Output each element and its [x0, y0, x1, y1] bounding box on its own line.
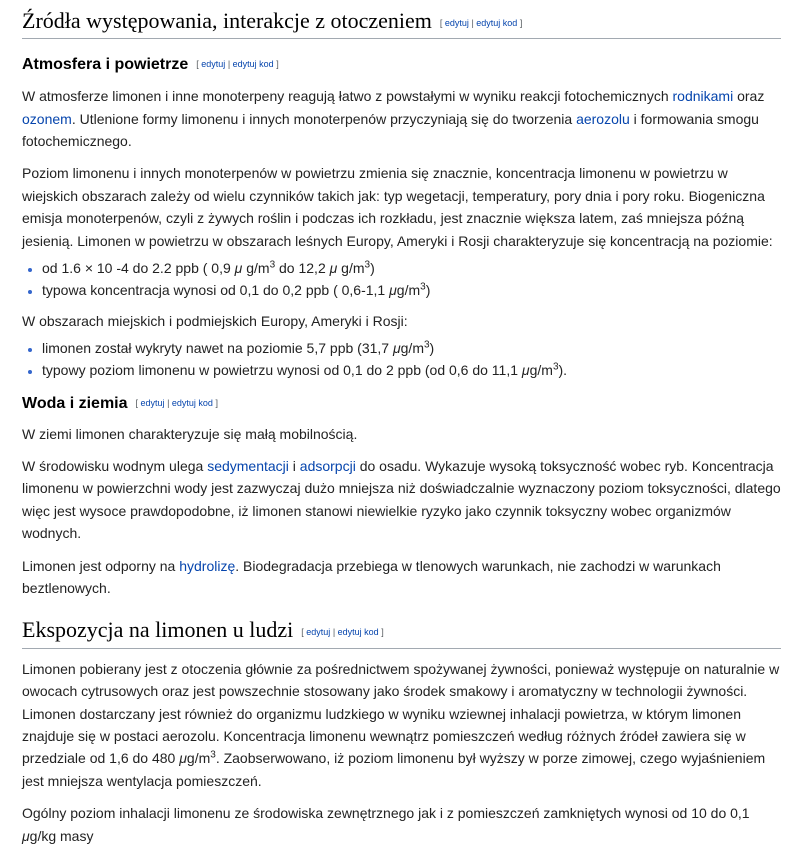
edit-link[interactable]: edytuj: [444, 17, 469, 28]
section-heading-sources: [22, 0, 781, 39]
list-item: • limonen został wykryty nawet na poziomie 5,7 ppb (31,7 $\mu g/m^3$): [42, 337, 781, 359]
subsection-title: Woda i ziemia: [22, 394, 128, 412]
section-edit-links: [ edytuj | edytuj kod ]: [301, 626, 384, 637]
edit-code-link[interactable]: edytuj kod: [337, 626, 379, 637]
edit-link[interactable]: edytuj: [306, 626, 331, 637]
edit-code-link[interactable]: edytuj kod: [232, 59, 274, 70]
section-title: Źródła występowania, interakcje z otoczeniem: [22, 8, 432, 33]
paragraph-exposure-inhalation: Ogólny poziom inhalacji limonenu ze środowiska zewnętrznego jak i z pomieszczeń zamkniętych wynosi od 10 do 0,1 μg/kg masy: [22, 805, 750, 844]
paragraph-soil-mobility: W ziemi limonen charakteryzuje się małą mobilnością.: [22, 425, 358, 442]
list-forest-concentrations: [22, 257, 781, 302]
link-ozonem[interactable]: ozonem: [22, 110, 72, 127]
link-rodnikami[interactable]: rodnikami: [672, 88, 734, 105]
paragraph-water-environment: W środowisku wodnym ulega sedymentacji i adsorpcji do osadu. Wykazuje wysoką toksyczność wobec ryb. Koncentracja limonenu w powierzchni wody jest zazwyczaj dużo mniejsza niż doświadczalnie wyznaczony poziom toksyczności, dlatego więc jest wysoce prawdopodobne, iż limonen stanowi niewielkie ryzyko jako czynnik toksyczny wobec organizmów wodnych.: [22, 458, 781, 542]
list-item: • od 1.6 × 10 -4 do 2.2 ppb ( 0,9 μ $g/m^3$ do 12,2 μ $g/m^3$): [42, 257, 781, 279]
section-heading-exposure: [22, 617, 781, 648]
link-adsorpcji[interactable]: adsorpcji: [299, 458, 356, 475]
list-urban-concentrations: [22, 337, 781, 382]
paragraph-hydrolysis: Limonen jest odporny na hydrolizę. Biodegradacja przebiega w tlenowych warunkach, nie zachodzi w warunkach beztlenowych.: [22, 557, 721, 597]
subsection-edit-links: [ edytuj | edytuj kod ]: [135, 397, 218, 408]
section-edit-links: [ edytuj | edytuj kod ]: [439, 17, 523, 28]
link-sedymentacji[interactable]: sedymentacji: [207, 458, 289, 475]
paragraph-atmosphere-reactions: W atmosferze limonen i inne monoterpeny reagują łatwo z powstałymi w wyniku reakcji fotochemicznych rodnikami oraz ozonem. Utlenione formy limonenu i innych monoterpenów przyczyniają się do tworzenia aerozolu i formowania smogu fotochemicznego.: [22, 88, 765, 149]
subsection-title: Atmosfera i powietrze: [22, 56, 189, 74]
subsection-edit-links: [ edytuj | edytuj kod ]: [196, 59, 279, 70]
link-aerozolu[interactable]: aerozolu: [576, 110, 630, 127]
paragraph-urban-areas: W obszarach miejskich i podmiejskich Europy, Ameryki i Rosji:: [22, 312, 408, 329]
edit-link[interactable]: edytuj: [201, 59, 226, 70]
link-hydrolize[interactable]: hydrolizę: [179, 557, 236, 574]
list-item: • typowy poziom limonenu w powietrzu wynosi od 0,1 do 2 ppb (od 0,6 do 11,1 $\mu g/m^3$).: [42, 359, 781, 381]
subsection-heading-atmosphere: [22, 55, 781, 76]
paragraph-exposure-food: Limonen pobierany jest z otoczenia głównie za pośrednictwem spożywanej żywności, ponieważ występuje on naturalnie w owocach cytrusowych oraz jest powszechnie stosowany jako środek smakowy i aromatyczny w technologii żywności. Limonen dostarczany jest również do organizmu ludzkiego w wyniku wziewnej inhalacji powietrza, w którym limonen znajduje się w postaci aerozolu. Koncentracja limonenu wewnątrz pomieszczeń według różnych źródeł zawiera się w przedziale od 1,6 do 480 $\mu g/m^3$. Zaobserwowano, iż poziom limonenu był wyższy w porze zimowej, czego wyjaśnieniem jest mniejsza wentylacja pomieszczeń.: [22, 660, 780, 789]
subsection-heading-water-soil: [22, 394, 781, 415]
paragraph-air-levels: Poziom limonenu i innych monoterpenów w powietrzu zmienia się znacznie, koncentracja limonenu w powietrzu w wiejskich obszarach zależy od wielu czynników takich jak: typ wegetacji, temperatury, pory dnia i pory roku. Biogeniczna emisja monoterpenów, czyli z żywych roślin i podczas ich rozkładu, jest znacznie większa latem, zaś mniejsza późną jesienią. Limonen w powietrzu w obszarach leśnych Europy, Ameryki i Rosji charakteryzuje się koncentracją na poziomie:: [22, 165, 773, 249]
edit-code-link[interactable]: edytuj kod: [171, 397, 213, 408]
section-title: Ekspozycja na limonen u ludzi: [22, 617, 294, 643]
edit-link[interactable]: edytuj: [140, 397, 165, 408]
edit-code-link[interactable]: edytuj kod: [476, 17, 518, 28]
list-item: • typowa koncentracja wynosi od 0,1 do 0,2 ppb ( 0,6-1,1 $\mu g/m^3$): [42, 279, 781, 301]
